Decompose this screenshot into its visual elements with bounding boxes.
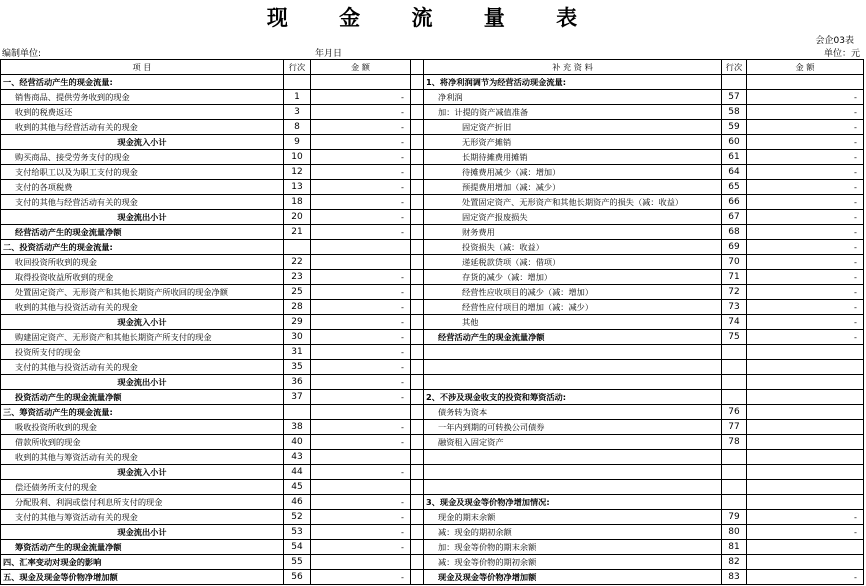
- row-supp-item: [424, 345, 722, 360]
- row-supp-item: [424, 375, 722, 390]
- row-supp-item: 1、将净利润调节为经营活动现金流量:: [424, 75, 722, 90]
- header-gap: [411, 60, 424, 75]
- table-row: [1, 345, 864, 360]
- row-supp-line-no: 82: [722, 555, 747, 570]
- row-supp-line-no: 64: [722, 165, 747, 180]
- row-gap: [411, 540, 424, 555]
- header-supp: 补 充 资 料: [424, 60, 722, 75]
- row-supp-item: 固定资产折旧: [424, 120, 722, 135]
- row-amount: -: [311, 285, 411, 300]
- row-supp-line-no: 70: [722, 255, 747, 270]
- row-supp-item: 2、不涉及现金收支的投资和筹资活动:: [424, 390, 722, 405]
- row-supp-item: 一年内到期的可转换公司债券: [424, 420, 722, 435]
- table-row: [1, 195, 864, 210]
- row-supp-amount: -: [747, 300, 864, 315]
- row-supp-amount: -: [747, 315, 864, 330]
- row-supp-line-no: [722, 360, 747, 375]
- row-amount: [311, 555, 411, 570]
- row-amount: -: [311, 300, 411, 315]
- row-gap: [411, 525, 424, 540]
- row-item: 经营活动产生的现金流量净额: [1, 225, 284, 240]
- row-item: 吸收投资所收到的现金: [1, 420, 284, 435]
- row-supp-item: 处置固定资产、无形资产和其他长期资产的损失（减：收益）: [424, 195, 722, 210]
- row-supp-item: 预提费用增加（减：减少）: [424, 180, 722, 195]
- row-amount: [311, 450, 411, 465]
- row-supp-line-no: 81: [722, 540, 747, 555]
- table-row: [1, 405, 864, 420]
- row-amount: -: [311, 210, 411, 225]
- row-item: 支付给职工以及为职工支付的现金: [1, 165, 284, 180]
- row-supp-item: [424, 465, 722, 480]
- row-gap: [411, 510, 424, 525]
- table-row: [1, 495, 864, 510]
- row-gap: [411, 285, 424, 300]
- form-code: 会企03表: [815, 36, 854, 46]
- row-line-no: 44: [284, 465, 311, 480]
- row-gap: [411, 270, 424, 285]
- row-line-no: 43: [284, 450, 311, 465]
- row-gap: [411, 105, 424, 120]
- row-supp-amount: -: [747, 240, 864, 255]
- row-supp-amount: [747, 450, 864, 465]
- row-item: 购建固定资产、无形资产和其他长期资产所支付的现金: [1, 330, 284, 345]
- row-item: 取得投资收益所收到的现金: [1, 270, 284, 285]
- row-line-no: 22: [284, 255, 311, 270]
- row-supp-item: 净利润: [424, 90, 722, 105]
- row-supp-amount: [747, 540, 864, 555]
- row-supp-line-no: 59: [722, 120, 747, 135]
- row-line-no: 20: [284, 210, 311, 225]
- row-item: 收到的其他与投资活动有关的现金: [1, 300, 284, 315]
- row-line-no: 10: [284, 150, 311, 165]
- row-item: 支付的各项税费: [1, 180, 284, 195]
- row-supp-amount: -: [747, 225, 864, 240]
- table-row: [1, 120, 864, 135]
- row-supp-line-no: 69: [722, 240, 747, 255]
- row-supp-line-no: [722, 345, 747, 360]
- row-gap: [411, 180, 424, 195]
- row-supp-item: 3、现金及现金等价物净增加情况:: [424, 495, 722, 510]
- row-amount: -: [311, 420, 411, 435]
- row-supp-line-no: 74: [722, 315, 747, 330]
- row-item: 筹资活动产生的现金流量净额: [1, 540, 284, 555]
- row-amount: -: [311, 105, 411, 120]
- row-line-no: 8: [284, 120, 311, 135]
- row-supp-line-no: [722, 450, 747, 465]
- row-supp-line-no: [722, 465, 747, 480]
- row-supp-line-no: 66: [722, 195, 747, 210]
- row-gap: [411, 165, 424, 180]
- row-line-no: 1: [284, 90, 311, 105]
- row-item: 分配股利、利润或偿付利息所支付的现金: [1, 495, 284, 510]
- row-item: 收回投资所收到的现金: [1, 255, 284, 270]
- row-line-no: 13: [284, 180, 311, 195]
- row-amount: -: [311, 540, 411, 555]
- row-supp-amount: [747, 555, 864, 570]
- row-item: 现金流入小计: [1, 465, 284, 480]
- row-gap: [411, 435, 424, 450]
- row-amount: -: [311, 180, 411, 195]
- row-amount: [311, 75, 411, 90]
- row-supp-amount: -: [747, 525, 864, 540]
- row-amount: -: [311, 360, 411, 375]
- row-gap: [411, 315, 424, 330]
- row-gap: [411, 480, 424, 495]
- row-gap: [411, 300, 424, 315]
- row-supp-item: 其他: [424, 315, 722, 330]
- row-supp-line-no: 80: [722, 525, 747, 540]
- header-item: 项 目: [1, 60, 284, 75]
- row-supp-item: 经营性应付项目的增加（减：减少）: [424, 300, 722, 315]
- row-supp-item: 财务费用: [424, 225, 722, 240]
- row-supp-amount: -: [747, 330, 864, 345]
- row-line-no: 46: [284, 495, 311, 510]
- row-gap: [411, 420, 424, 435]
- row-amount: -: [311, 375, 411, 390]
- row-line-no: 52: [284, 510, 311, 525]
- row-supp-item: 现金的期末余额: [424, 510, 722, 525]
- row-gap: [411, 255, 424, 270]
- row-amount: -: [311, 435, 411, 450]
- row-supp-amount: [747, 75, 864, 90]
- row-line-no: 45: [284, 480, 311, 495]
- row-gap: [411, 375, 424, 390]
- row-supp-line-no: [722, 375, 747, 390]
- row-gap: [411, 555, 424, 570]
- row-amount: -: [311, 315, 411, 330]
- row-supp-line-no: 79: [722, 510, 747, 525]
- row-supp-line-no: 76: [722, 405, 747, 420]
- row-line-no: 23: [284, 270, 311, 285]
- row-supp-line-no: [722, 495, 747, 510]
- table-row: [1, 375, 864, 390]
- row-supp-amount: -: [747, 210, 864, 225]
- row-supp-amount: -: [747, 120, 864, 135]
- row-line-no: 37: [284, 390, 311, 405]
- row-supp-item: 融资租入固定资产: [424, 435, 722, 450]
- row-amount: -: [311, 495, 411, 510]
- row-supp-item: 加：现金等价物的期末余额: [424, 540, 722, 555]
- table-row: [1, 330, 864, 345]
- table-row: [1, 240, 864, 255]
- prepared-by-label: 编制单位:: [2, 49, 42, 59]
- row-supp-line-no: 75: [722, 330, 747, 345]
- row-supp-amount: [747, 495, 864, 510]
- row-supp-line-no: 72: [722, 285, 747, 300]
- row-line-no: 18: [284, 195, 311, 210]
- row-item: 二、投资活动产生的现金流量:: [1, 240, 284, 255]
- row-supp-line-no: 58: [722, 105, 747, 120]
- row-line-no: [284, 240, 311, 255]
- row-item: 一、经营活动产生的现金流量:: [1, 75, 284, 90]
- row-supp-amount: -: [747, 285, 864, 300]
- row-supp-line-no: 61: [722, 150, 747, 165]
- row-item: 收到的其他与筹资活动有关的现金: [1, 450, 284, 465]
- row-item: 现金流入小计: [1, 135, 284, 150]
- row-line-no: 40: [284, 435, 311, 450]
- row-gap: [411, 120, 424, 135]
- row-supp-line-no: 68: [722, 225, 747, 240]
- row-amount: -: [311, 195, 411, 210]
- table-row: [1, 105, 864, 120]
- table-row: [1, 315, 864, 330]
- row-item: 销售商品、提供劳务收到的现金: [1, 90, 284, 105]
- page-title: 现 金 流 量 表: [266, 5, 600, 30]
- row-line-no: 3: [284, 105, 311, 120]
- row-gap: [411, 195, 424, 210]
- table-row: [1, 150, 864, 165]
- row-line-no: 30: [284, 330, 311, 345]
- row-amount: -: [311, 330, 411, 345]
- row-supp-item: 投资损失（减：收益）: [424, 240, 722, 255]
- row-supp-line-no: 83: [722, 570, 747, 585]
- row-amount: -: [311, 465, 411, 480]
- row-supp-line-no: [722, 390, 747, 405]
- table-row: [1, 555, 864, 570]
- row-supp-item: 减：现金的期初余额: [424, 525, 722, 540]
- row-line-no: 35: [284, 360, 311, 375]
- row-amount: [311, 480, 411, 495]
- row-amount: -: [311, 165, 411, 180]
- row-gap: [411, 360, 424, 375]
- row-supp-line-no: 57: [722, 90, 747, 105]
- row-amount: -: [311, 345, 411, 360]
- row-supp-amount: -: [747, 90, 864, 105]
- row-supp-item: 经营活动产生的现金流量净额: [424, 330, 722, 345]
- row-line-no: 55: [284, 555, 311, 570]
- row-supp-amount: [747, 375, 864, 390]
- table-row: [1, 225, 864, 240]
- row-gap: [411, 405, 424, 420]
- table-row: [1, 420, 864, 435]
- row-supp-item: 减：现金等价物的期初余额: [424, 555, 722, 570]
- row-line-no: 28: [284, 300, 311, 315]
- row-line-no: 21: [284, 225, 311, 240]
- row-item: 收到的其他与经营活动有关的现金: [1, 120, 284, 135]
- row-item: 现金流出小计: [1, 210, 284, 225]
- row-amount: -: [311, 570, 411, 585]
- row-item: 借款所收到的现金: [1, 435, 284, 450]
- table-row: [1, 180, 864, 195]
- table-row: [1, 255, 864, 270]
- row-line-no: [284, 405, 311, 420]
- cash-flow-table: [0, 59, 864, 585]
- row-supp-item: 债务转为资本: [424, 405, 722, 420]
- table-row: [1, 390, 864, 405]
- row-item: 偿还债务所支付的现金: [1, 480, 284, 495]
- row-supp-item: 递延税款贷项（减：借项）: [424, 255, 722, 270]
- row-supp-item: [424, 360, 722, 375]
- row-amount: [311, 240, 411, 255]
- row-amount: [311, 255, 411, 270]
- table-row: [1, 135, 864, 150]
- row-gap: [411, 465, 424, 480]
- row-amount: -: [311, 90, 411, 105]
- row-supp-amount: [747, 480, 864, 495]
- row-supp-amount: -: [747, 150, 864, 165]
- table-row: [1, 480, 864, 495]
- row-supp-amount: -: [747, 270, 864, 285]
- row-amount: -: [311, 510, 411, 525]
- table-row: [1, 270, 864, 285]
- row-supp-amount: -: [747, 255, 864, 270]
- row-line-no: 29: [284, 315, 311, 330]
- row-supp-amount: [747, 345, 864, 360]
- row-line-no: 56: [284, 570, 311, 585]
- row-supp-line-no: [722, 480, 747, 495]
- row-item: 四、汇率变动对现金的影响: [1, 555, 284, 570]
- row-supp-amount: -: [747, 105, 864, 120]
- header-amount: 金 额: [311, 60, 411, 75]
- row-gap: [411, 495, 424, 510]
- row-amount: [311, 405, 411, 420]
- row-supp-amount: -: [747, 195, 864, 210]
- row-item: 支付的其他与投资活动有关的现金: [1, 360, 284, 375]
- row-item: 五、现金及现金等价物净增加额: [1, 570, 284, 585]
- row-supp-amount: -: [747, 180, 864, 195]
- row-supp-line-no: [722, 75, 747, 90]
- row-gap: [411, 240, 424, 255]
- row-amount: -: [311, 225, 411, 240]
- row-gap: [411, 210, 424, 225]
- row-item: 投资所支付的现金: [1, 345, 284, 360]
- header-line: 行次: [284, 60, 311, 75]
- header-amount2: 金 额: [747, 60, 864, 75]
- table-row: [1, 450, 864, 465]
- row-item: 三、筹资活动产生的现金流量:: [1, 405, 284, 420]
- row-supp-line-no: 67: [722, 210, 747, 225]
- row-item: 现金流出小计: [1, 525, 284, 540]
- row-supp-item: [424, 450, 722, 465]
- table-row: [1, 540, 864, 555]
- table-row: [1, 285, 864, 300]
- table-row: [1, 465, 864, 480]
- row-supp-amount: -: [747, 570, 864, 585]
- row-supp-line-no: 65: [722, 180, 747, 195]
- table-row: [1, 300, 864, 315]
- period-label: 年月日: [315, 49, 343, 59]
- row-supp-item: [424, 480, 722, 495]
- table-row: [1, 210, 864, 225]
- row-supp-amount: -: [747, 165, 864, 180]
- row-supp-line-no: 73: [722, 300, 747, 315]
- row-gap: [411, 90, 424, 105]
- table-header-row: [1, 60, 864, 75]
- header-line2: 行次: [722, 60, 747, 75]
- row-item: 处置固定资产、无形资产和其他长期资产所收回的现金净额: [1, 285, 284, 300]
- row-line-no: 25: [284, 285, 311, 300]
- row-gap: [411, 150, 424, 165]
- row-supp-item: 存货的减少（减：增加）: [424, 270, 722, 285]
- table-row: [1, 570, 864, 585]
- row-amount: -: [311, 390, 411, 405]
- row-gap: [411, 390, 424, 405]
- row-supp-item: 经营性应收项目的减少（减：增加）: [424, 285, 722, 300]
- table-row: [1, 360, 864, 375]
- row-supp-amount: [747, 405, 864, 420]
- row-supp-line-no: 77: [722, 420, 747, 435]
- row-supp-line-no: 71: [722, 270, 747, 285]
- row-item: 收到的税费返还: [1, 105, 284, 120]
- row-gap: [411, 450, 424, 465]
- row-supp-amount: -: [747, 510, 864, 525]
- table-row: [1, 525, 864, 540]
- unit-label: 单位：元: [823, 49, 860, 59]
- row-gap: [411, 135, 424, 150]
- row-supp-line-no: 60: [722, 135, 747, 150]
- row-gap: [411, 570, 424, 585]
- row-line-no: 31: [284, 345, 311, 360]
- row-item: 支付的其他与筹资活动有关的现金: [1, 510, 284, 525]
- row-supp-item: 加：计提的资产减值准备: [424, 105, 722, 120]
- row-item: 购买商品、接受劳务支付的现金: [1, 150, 284, 165]
- row-amount: -: [311, 525, 411, 540]
- row-supp-item: 待摊费用减少（减：增加）: [424, 165, 722, 180]
- row-supp-amount: [747, 465, 864, 480]
- table-row: [1, 165, 864, 180]
- row-amount: -: [311, 270, 411, 285]
- row-supp-amount: [747, 435, 864, 450]
- row-supp-item: 固定资产报废损失: [424, 210, 722, 225]
- header-info-line: [2, 46, 862, 58]
- row-supp-item: 长期待摊费用摊销: [424, 150, 722, 165]
- row-gap: [411, 345, 424, 360]
- row-supp-amount: [747, 390, 864, 405]
- row-supp-amount: [747, 360, 864, 375]
- row-line-no: 54: [284, 540, 311, 555]
- row-line-no: 36: [284, 375, 311, 390]
- row-amount: -: [311, 150, 411, 165]
- row-supp-line-no: 78: [722, 435, 747, 450]
- row-item: 现金流入小计: [1, 315, 284, 330]
- row-item: 现金流出小计: [1, 375, 284, 390]
- row-line-no: 9: [284, 135, 311, 150]
- table-row: [1, 510, 864, 525]
- row-gap: [411, 225, 424, 240]
- row-supp-item: 现金及现金等价物净增加额: [424, 570, 722, 585]
- row-item: 投资活动产生的现金流量净额: [1, 390, 284, 405]
- row-supp-amount: -: [747, 135, 864, 150]
- row-line-no: [284, 75, 311, 90]
- row-amount: -: [311, 120, 411, 135]
- row-gap: [411, 330, 424, 345]
- row-supp-item: 无形资产摊销: [424, 135, 722, 150]
- table-row: [1, 435, 864, 450]
- row-line-no: 38: [284, 420, 311, 435]
- row-gap: [411, 75, 424, 90]
- row-line-no: 53: [284, 525, 311, 540]
- table-row: [1, 75, 864, 90]
- table-row: [1, 90, 864, 105]
- row-line-no: 12: [284, 165, 311, 180]
- row-amount: -: [311, 135, 411, 150]
- row-supp-amount: [747, 420, 864, 435]
- row-item: 支付的其他与经营活动有关的现金: [1, 195, 284, 210]
